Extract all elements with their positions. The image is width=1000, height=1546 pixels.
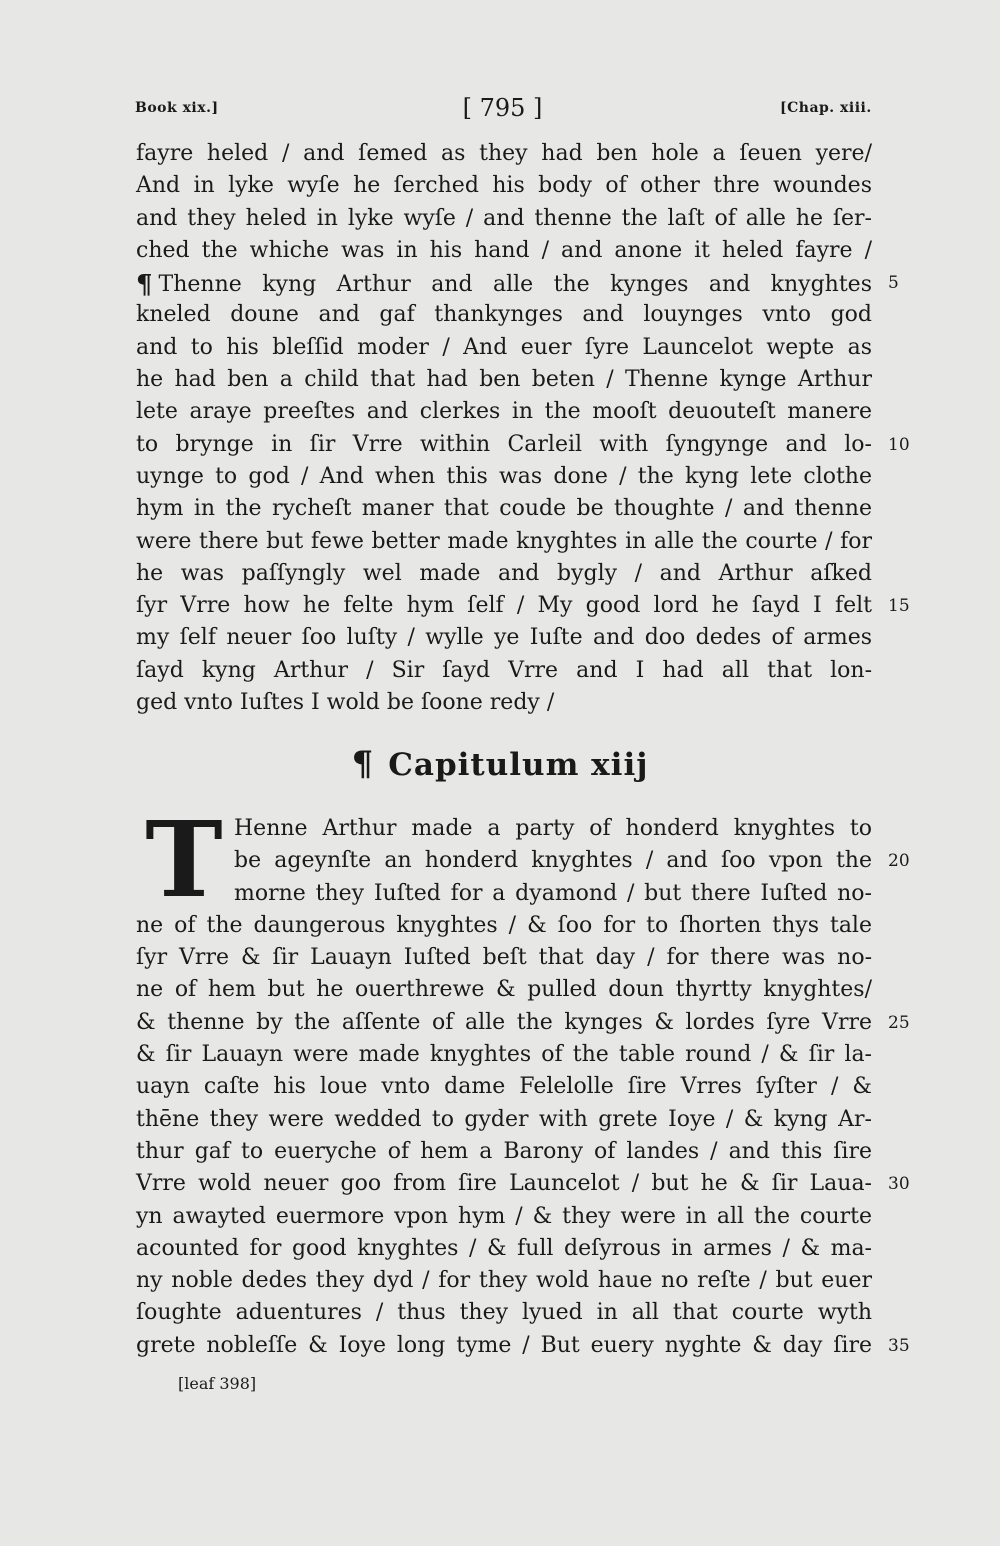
text-line: yn awayted euermore vpon hym / & they were in all the courte (136, 1203, 872, 1229)
text-line: and they heled in lyke wyſe / and thenne the laſt of alle he ſer- (136, 205, 872, 231)
text-line: thur gaf to eueryche of hem a Barony of landes / and this ſire (136, 1138, 872, 1164)
text-line: ne of hem but he ouerthrewe & pulled doun thyrtty knyghtes/ (136, 977, 872, 1003)
text-line: ¶ Thenne kyng Arthur and alle the kynges and knyghtes 5 (136, 267, 872, 299)
line-number: 15 (888, 596, 910, 617)
pilcrow-icon: ¶ (136, 270, 153, 301)
text-line: kneled doune and gaf thankynges and louynges vnto god (136, 302, 872, 328)
chapter-heading (0, 744, 1000, 784)
book-number: Book xix.] (135, 100, 219, 116)
text-line: to brynge in ſir Vrre within Carleil with ſyngynge and lo- 10 (136, 429, 872, 461)
text-line: grete nobleſſe & Ioye long tyme / But euery nyghte & day ſire 35 (136, 1330, 872, 1362)
line-number: 20 (888, 851, 910, 872)
text-line: ged vnto Iuſtes I wold be ſoone redy / (136, 690, 555, 716)
text-line: ſyr Vrre how he felte hym ſelf / My good lord he ſayd I felt 15 (136, 590, 872, 622)
text-line: Vrre wold neuer goo from ſire Launcelot / but he & ſir Laua- 30 (136, 1168, 872, 1200)
line-number: 25 (888, 1012, 910, 1033)
page-number: [ 795 ] (462, 94, 543, 122)
chapter-number: [Chap. xiii. (780, 100, 872, 116)
text-line: morne they Iuſted for a dyamond / but there Iuſted no- (234, 880, 872, 906)
text-line: & thenne by the aſſente of alle the kynges & lordes ſyre Vrre 25 (136, 1007, 872, 1039)
running-header (0, 94, 1000, 124)
text-line: and to his bleſſid moder / And euer ſyre Launcelot wepte as (136, 334, 872, 360)
text-line: he had ben a child that had ben beten / Thenne kynge Arthur (136, 367, 872, 393)
text-line: acounted for good knyghtes / & full deſyrous in armes / & ma- (136, 1235, 872, 1261)
chapter-paragraph (136, 798, 910, 1362)
paragraph-continued (136, 138, 910, 719)
line-number: 35 (888, 1335, 910, 1356)
text-line: ny noble dedes they dyd / for they wold haue no reſte / but euer (136, 1268, 872, 1294)
text-line: uayn caſte his loue vnto dame Felelolle ſire Vrres ſyſter / & (136, 1074, 872, 1100)
text-line: fayre heled / and ſemed as they had ben hole a ſeuen yere/ (136, 141, 872, 166)
text-line: thēne they were wedded to gyder with grete Ioye / & kyng Ar- (136, 1106, 872, 1132)
text-line: And in lyke wyſe he ſerched his body of other thre woundes (136, 173, 872, 199)
pilcrow-icon: ¶ (351, 744, 375, 784)
text-line: ched the whiche was in his hand / and anone it heled fayre / (136, 237, 872, 263)
text-line: Henne Arthur made a party of honderd knyghtes to (234, 816, 872, 841)
text-line: ne of the daungerous knyghtes / & ſoo for to ſhorten thys tale (136, 912, 872, 938)
text-line: be ageynſte an honderd knyghtes / and ſoo vpon the 20 (234, 845, 872, 877)
line-number: 10 (888, 434, 910, 455)
text-line: & ſir Lauayn were made knyghtes of the table round / & ſir la- (136, 1042, 872, 1068)
text-line: were there but fewe better made knyghtes in alle the courte / for (136, 528, 872, 554)
text-line: hym in the rycheſt maner that coude be thoughte / and thenne (136, 496, 872, 522)
line-number: 5 (888, 273, 899, 294)
chapter-title: Capitulum xiij (388, 747, 649, 783)
text-line: ſoughte aduentures / thus they lyued in all that courte wyth (136, 1300, 872, 1326)
text-line: my ſelf neuer ſoo luſty / wylle ye Iuſte and doo dedes of armes (136, 625, 872, 651)
text-line: he was paſſyngly wel made and bygly / and Arthur aſked (136, 560, 872, 586)
line-number: 30 (888, 1174, 910, 1195)
text-line: ſayd kyng Arthur / Sir ſayd Vrre and I had all that lon- (136, 657, 872, 683)
leaf-note: [leaf 398] (178, 1374, 257, 1393)
drop-cap: T (145, 798, 223, 921)
text-line: uynge to god / And when this was done / the kyng lete clothe (136, 463, 872, 489)
text-line: lete araye preeſtes and clerkes in the mooſt deuouteſt manere (136, 399, 872, 425)
text-line: ſyr Vrre & ſir Lauayn Iuſted beſt that day / for there was no- (136, 945, 872, 971)
